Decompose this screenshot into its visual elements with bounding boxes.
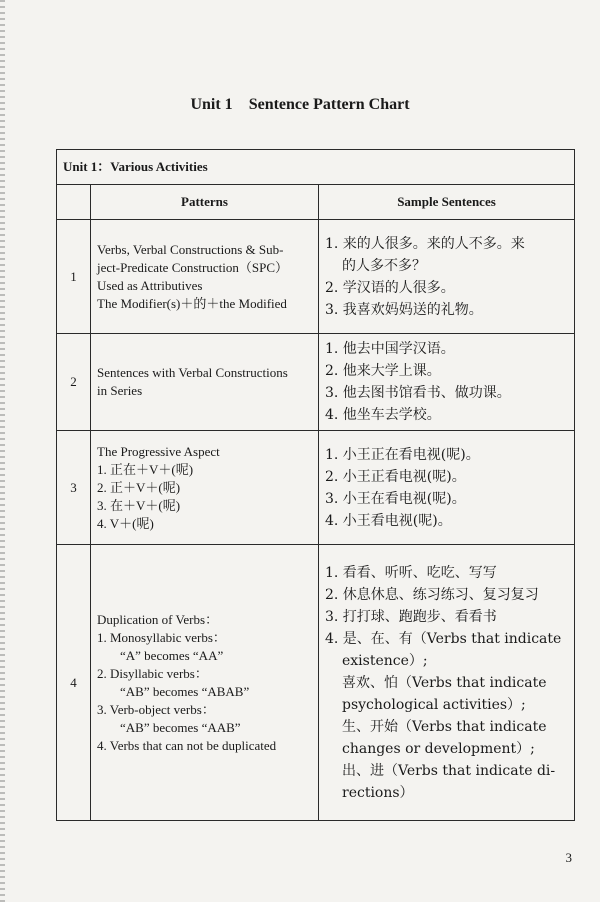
title-heading: Sentence Pattern Chart [248, 96, 410, 113]
sample-line: 3. 他去图书馆看书、做功课。 [325, 385, 511, 401]
header-samples: Sample Sentences [319, 185, 575, 220]
sample-line: 1. 他去中国学汉语。 [325, 341, 455, 357]
sample-line: 3. 打打球、跑跑步、看看书 [325, 608, 497, 625]
sample-line: 2. 他来大学上课。 [325, 363, 441, 379]
sample-line: 喜欢、怕（Verbs that indicate [342, 674, 547, 691]
row-number: 4 [57, 545, 91, 821]
header-patterns: Patterns [91, 185, 319, 220]
pattern-line: The Progressive Aspect [97, 443, 220, 459]
pattern-line: “AB” becomes “ABAB” [120, 683, 250, 699]
sample-cell [319, 545, 575, 821]
sample-line: 1. 小王正在看电视(呢)。 [325, 446, 480, 463]
sample-line: changes or development）; [342, 740, 535, 757]
pattern-line: 4. Verbs that can not be duplicated [97, 737, 277, 753]
sample-cell [319, 334, 575, 431]
pattern-line: 4. V＋(呢) [97, 515, 154, 531]
sample-line: 2. 小王正看电视(呢)。 [325, 468, 466, 485]
table-row [57, 431, 575, 545]
sample-line: 3. 小王在看电视(呢)。 [325, 490, 466, 507]
sample-line: 出、进（Verbs that indicate di- [342, 762, 556, 779]
title-unit: Unit 1 [190, 96, 233, 113]
unit-heading: Unit 1：Various Activities [57, 150, 575, 185]
pattern-line: ject-Predicate Construction（SPC） [97, 259, 289, 275]
pattern-line: Sentences with Verbal Constructions [97, 365, 288, 380]
pattern-cell [91, 220, 319, 334]
sample-line: 的人多不多？ [342, 257, 426, 274]
row-number: 1 [57, 220, 91, 334]
row-number: 2 [57, 334, 91, 431]
sample-line: rections） [342, 784, 414, 801]
header-row [57, 185, 575, 220]
sample-line: 4. 小王看电视(呢)。 [325, 512, 452, 529]
row-number: 3 [57, 431, 91, 545]
unit-heading-row [57, 150, 575, 185]
page-title [0, 96, 600, 114]
sample-line: 生、开始（Verbs that indicate [342, 718, 547, 735]
table-row [57, 220, 575, 334]
header-num [57, 185, 91, 220]
sample-line: 1. 看看、听听、吃吃、写写 [325, 564, 497, 581]
pattern-line: “A” becomes “AA” [120, 647, 224, 663]
sample-line: 2. 休息休息、练习练习、复习复习 [325, 586, 539, 603]
sentence-pattern-table [56, 149, 575, 821]
table-row [57, 334, 575, 431]
sample-cell [319, 431, 575, 545]
pattern-line: Verbs, Verbal Constructions & Sub- [97, 241, 284, 257]
sample-line: 3. 我喜欢妈妈送的礼物。 [325, 301, 483, 318]
pattern-line: Used as Attributives [97, 277, 203, 293]
pattern-cell [91, 545, 319, 821]
page-number: 3 [565, 850, 572, 865]
sample-line: 4. 他坐车去学校。 [325, 407, 441, 423]
sample-line: existence）; [342, 652, 428, 669]
pattern-line: The Modifier(s)＋的＋the Modified [97, 295, 287, 311]
pattern-line: 1. 正在＋V＋(呢) [97, 461, 194, 477]
sample-line: 2. 学汉语的人很多。 [325, 279, 455, 296]
pattern-line: 2. 正＋V＋(呢) [97, 479, 181, 495]
sample-cell [319, 220, 575, 334]
pattern-line: in Series [97, 383, 143, 398]
sample-line: 4. 是、在、有（Verbs that indicate [325, 630, 562, 647]
pattern-line: 3. Verb-object verbs： [97, 701, 215, 717]
pattern-cell [91, 431, 319, 545]
pattern-line: 1. Monosyllabic verbs： [97, 629, 226, 645]
pattern-cell [91, 334, 319, 431]
page-edge-binding [0, 0, 5, 902]
sample-line: 1. 来的人很多。来的人不多。来 [325, 235, 525, 252]
table-row [57, 545, 575, 821]
pattern-line: 3. 在＋V＋(呢) [97, 497, 181, 513]
pattern-line: Duplication of Verbs： [97, 611, 219, 627]
pattern-line: “AB” becomes “AAB” [120, 719, 241, 735]
pattern-line: 2. Disyllabic verbs： [97, 665, 208, 681]
sample-line: psychological activities）; [342, 696, 526, 713]
